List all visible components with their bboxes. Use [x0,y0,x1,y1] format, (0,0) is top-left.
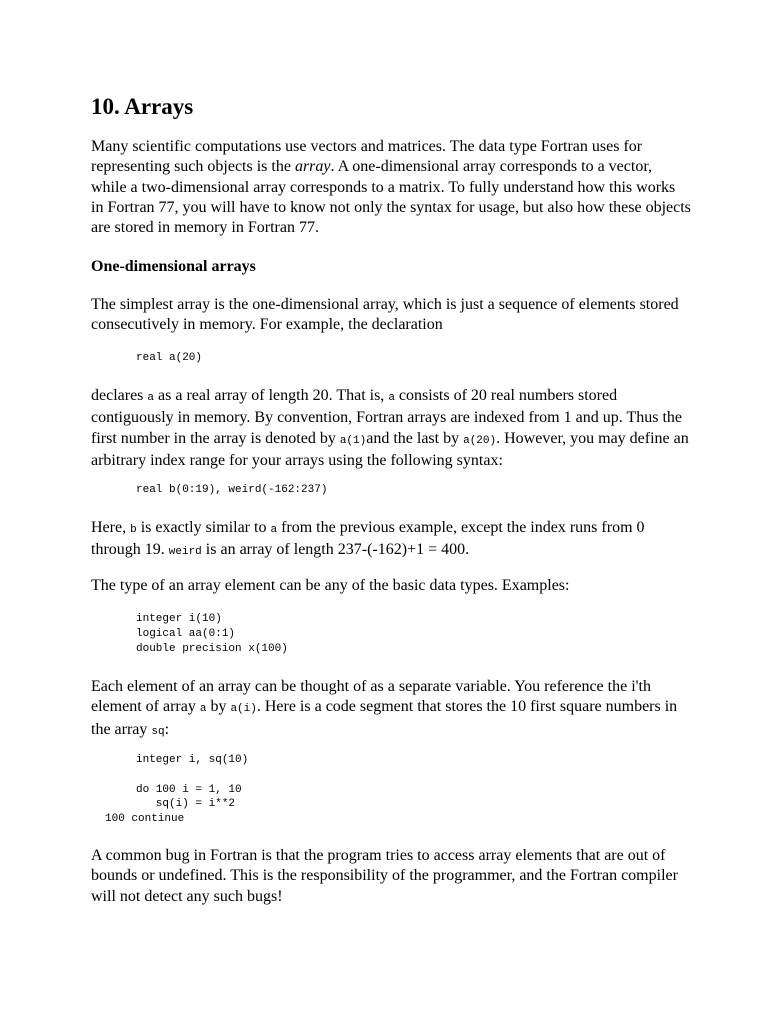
inline-code-weird: weird [168,546,202,559]
inline-code-a: a [199,703,207,716]
each-element-paragraph [91,677,691,742]
inline-code-a1: a(1) [339,434,367,447]
each-text-2: by [206,698,231,716]
types-paragraph: The type of an array element can be any of the basic data types. Examples: [91,577,570,594]
bug-paragraph: A common bug in Fortran is that the program tries to access array elements that are out of bounds or undefined. This is the responsibility of the programmer, and the Fortran compiler will not detect any such bugs! [91,847,678,905]
inline-code-a: a [147,392,155,404]
section-heading: One-dimensional arrays [91,258,256,275]
code-index-range: real b(0:19), weird(-162:237) [136,484,328,496]
intro-paragraph [91,137,695,238]
here-text-2: is exactly similar to [136,519,271,536]
code-continue: 100 continue [105,813,185,825]
inline-code-sq: sq [151,725,165,738]
declares-text-1: declares [91,387,148,404]
each-text-4: : [164,720,170,738]
inline-code-a: a [388,392,395,404]
each-text-1: Each element of an array can be thought of as a separate variable. You reference the i'th element of array [91,678,655,716]
here-text-4: is an array of length 237-(-162)+1 = 400. [201,541,470,559]
declares-paragraph [91,386,691,471]
declares-text-2: as a real array of length 20. That is, [154,387,389,404]
intro-text-1: Many scientific computations use vectors and matrices. The data type Fortran uses for representing such objects is the [91,138,647,176]
intro-emphasis: array [294,158,331,176]
declares-text-4: and the last by [366,429,464,447]
each-text-3: . Here is a code segment that stores the 10 first square numbers in the array [91,698,682,738]
code-loop: integer i, sq(10) do 100 i = 1, 10 sq(i) = i**2 [136,754,249,811]
inline-code-a20: a(20) [463,434,497,447]
inline-code-ai: a(i) [230,703,257,716]
inline-code-b: b [130,524,137,536]
code-declaration: real a(20) [136,352,203,364]
declares-text-3: consists of 20 real numbers stored contiguously in memory. By convention, Fortran arrays are indexed from 1 and up. Thus the first number in the array is denoted by [91,387,686,447]
here-text-1: Here, [91,519,131,536]
here-paragraph [91,518,691,563]
page-title: 10. Arrays [91,94,194,119]
intro-text-2: . A one-dimensional array corresponds to a vector, while a two-dimensional array corresponds to a matrix. To fully understand how this works in Fortran 77, you will have to know not only the syntax for usage, but also how these objects are stored in memory in Fortran 77. [91,158,695,237]
declares-text-5: . However, you may define an arbitrary index range for your arrays using the following syntax: [91,429,693,469]
simplest-paragraph: The simplest array is the one-dimensional array, which is just a sequence of elements stored consecutively in memory. For example, the declaration [91,296,679,334]
here-text-3: from the previous example, except the index runs from 0 through 19. [91,519,649,559]
code-types: integer i(10) logical aa(0:1) double precision x(100) [136,613,288,655]
inline-code-a: a [270,524,278,536]
